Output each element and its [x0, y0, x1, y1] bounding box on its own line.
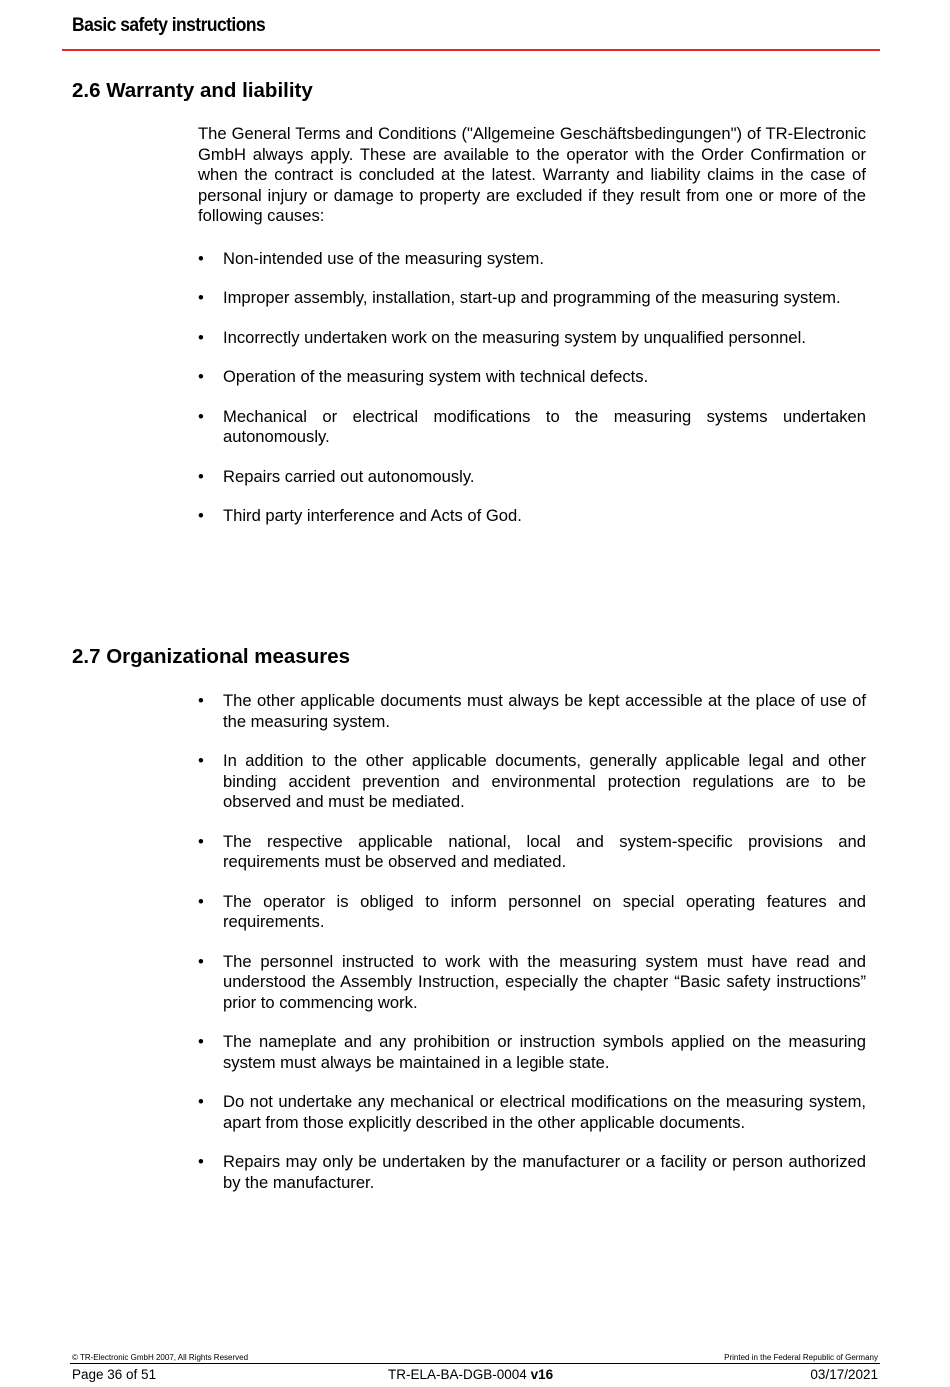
footer-printed-note: Printed in the Federal Republic of Germany: [724, 1353, 878, 1362]
bullet-icon: •: [198, 466, 204, 486]
bullet-icon: •: [198, 248, 204, 268]
bullet-icon: •: [198, 1152, 204, 1171]
list-item: • The respective applicable national, local and system-specific provisions and requirements must be observed and mediated.: [198, 831, 866, 871]
bullet-icon: •: [198, 367, 204, 386]
list-item: • The nameplate and any prohibition or instruction symbols applied on the measuring system must always be maintained in a legible state.: [198, 1032, 866, 1072]
list-item: • The operator is obliged to inform personnel on special operating features and requirements.: [198, 891, 866, 931]
organizational-measures-list: [198, 691, 866, 1193]
footer-copyright: © TR-Electronic GmbH 2007, All Rights Reserved: [72, 1353, 249, 1362]
bullet-icon: •: [198, 951, 204, 971]
page-header-title: Basic safety instructions: [72, 15, 266, 36]
bullet-icon: •: [198, 506, 204, 525]
section-heading-organizational: 2.7 Organizational measures: [72, 645, 351, 668]
bullet-icon: •: [198, 327, 204, 347]
list-item: • Repairs may only be undertaken by the manufacturer or a facility or person authorized by the manufacturer.: [198, 1152, 866, 1192]
footer-page-number: Page 36 of 51: [72, 1367, 157, 1382]
bullet-icon: •: [198, 1092, 204, 1111]
header-divider: [62, 49, 880, 51]
section-heading-warranty: 2.6 Warranty and liability: [72, 79, 313, 102]
list-item: • In addition to the other applicable documents, generally applicable legal and other binding accident prevention and environmental protection regulations are to be observed and must be mediated.: [198, 751, 866, 811]
list-item: • Repairs carried out autonomously.: [198, 466, 475, 486]
list-item: • Mechanical or electrical modifications to the measuring systems undertaken autonomously.: [198, 406, 866, 446]
document-number: TR-ELA-BA-DGB-0004: [388, 1367, 527, 1382]
warranty-intro-paragraph: The General Terms and Conditions ("Allgemeine Geschäftsbedingungen") of TR-Electronic GmbH always apply. These are available to the operator with the Order Confirmation or when the contract is concluded at the latest. Warranty and liability claims in the case of personal injury or damage to property are excluded if they result from one or more of the following causes:: [198, 124, 866, 225]
list-item: • Incorrectly undertaken work on the measuring system by unqualified personnel.: [198, 327, 806, 347]
bullet-icon: •: [198, 831, 204, 851]
list-item: • Improper assembly, installation, start-up and programming of the measuring system.: [198, 288, 841, 307]
bullet-icon: •: [198, 288, 204, 307]
bullet-icon: •: [198, 891, 204, 911]
list-item: • Operation of the measuring system with technical defects.: [198, 367, 649, 386]
list-item: • Non-intended use of the measuring system.: [198, 248, 544, 268]
footer-divider: [70, 1363, 880, 1364]
section-body-warranty: [198, 124, 866, 546]
list-item: • The other applicable documents must always be kept accessible at the place of use of the measuring system.: [198, 691, 866, 731]
warranty-causes-list: [198, 249, 866, 527]
bullet-icon: •: [198, 691, 204, 710]
section-body-organizational: [198, 691, 866, 1212]
bullet-icon: •: [198, 406, 204, 426]
bullet-icon: •: [198, 751, 204, 770]
list-item: • The personnel instructed to work with the measuring system must have read and understood the Assembly Instruction, especially the chapter “Basic safety instructions” prior to commencing work.: [198, 951, 866, 1012]
footer-document-id: [388, 1367, 553, 1382]
list-item: • Do not undertake any mechanical or electrical modifications on the measuring system, apart from those explicitly described in the other applicable documents.: [198, 1092, 866, 1132]
bullet-icon: •: [198, 1032, 204, 1051]
document-version: v16: [530, 1367, 554, 1382]
list-item: • Third party interference and Acts of God.: [198, 506, 522, 525]
footer-date: 03/17/2021: [810, 1367, 878, 1382]
